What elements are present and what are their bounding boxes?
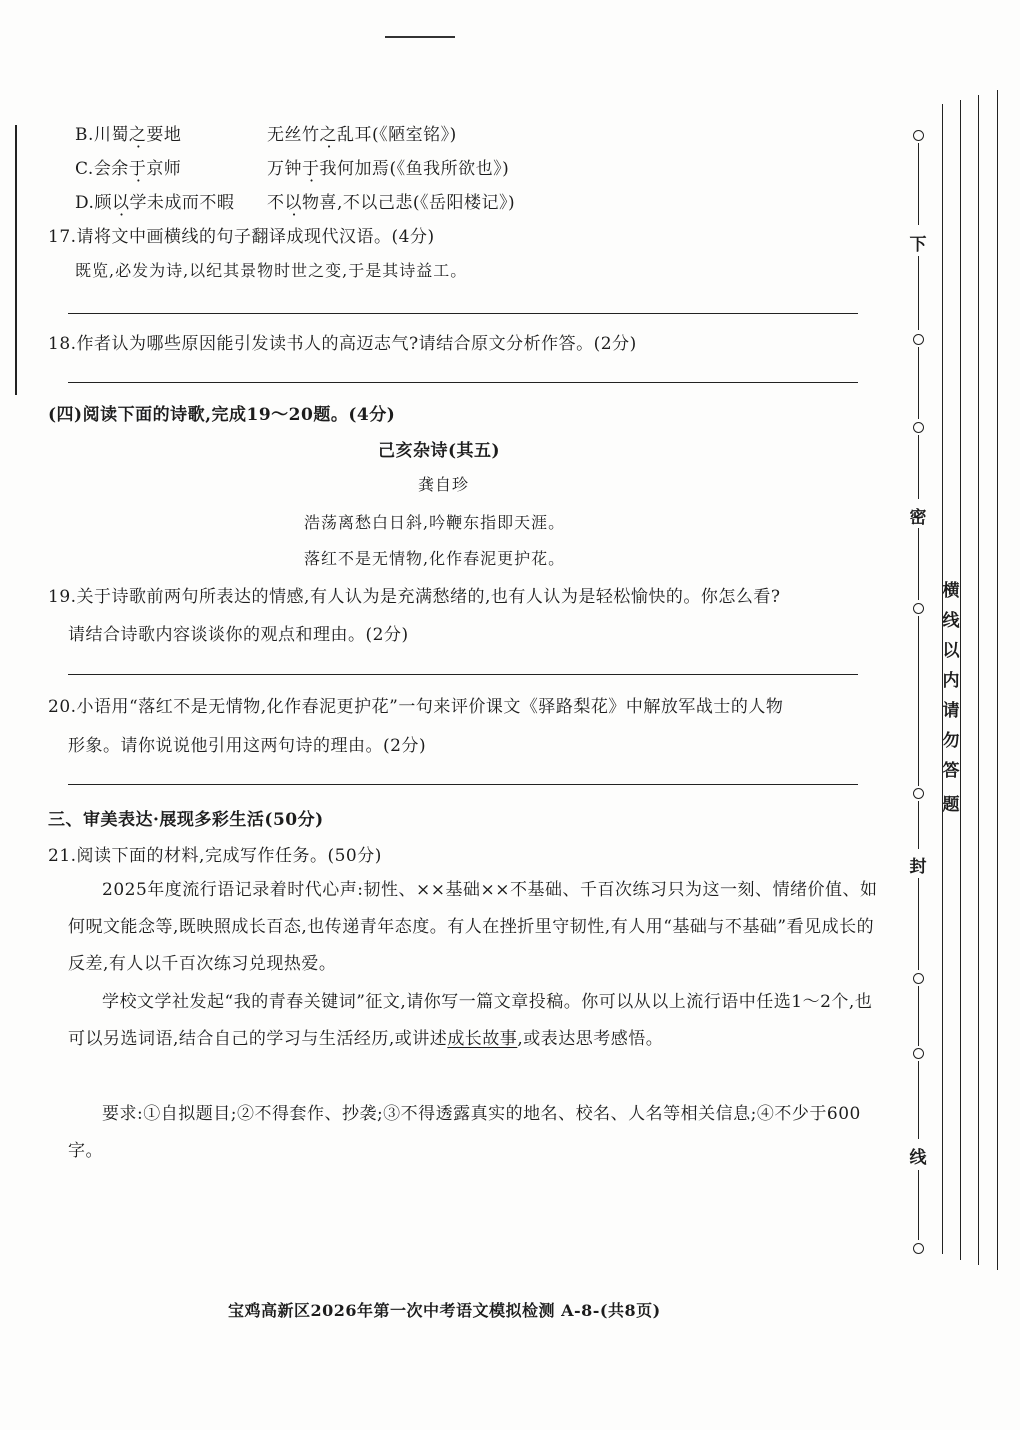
q19-answer-line — [68, 674, 858, 675]
binding-circle — [913, 422, 924, 433]
section3-heading: 三、审美表达·展现多彩生活(50分) — [48, 810, 324, 830]
binding-notice-char: 题 — [942, 795, 960, 815]
option-c: C.会余于京师 — [75, 159, 182, 179]
top-rule — [385, 36, 455, 38]
binding-notice-char: 请 — [942, 701, 960, 721]
binding-notice-char: 线 — [942, 611, 960, 631]
binding-line-3 — [978, 95, 979, 1265]
poem-title: 己亥杂诗(其五) — [378, 441, 501, 461]
q17-stem: 17.请将文中画横线的句子翻译成现代汉语。(4分) — [48, 227, 435, 247]
binding-seg — [918, 801, 919, 849]
poem-line-2: 落红不是无情物,化作春泥更护花。 — [304, 549, 566, 568]
binding-circle — [913, 603, 924, 614]
binding-seg — [918, 143, 919, 225]
option-b: B.川蜀之要地 — [75, 125, 182, 145]
binding-seg — [918, 616, 919, 786]
q21-task: 学校文学社发起“我的青春关键词”征文,请你写一篇文章投稿。你可以从以上流行语中任选1～2个,也可以另选词语,结合自己的学习与生活经历,或讲述成长故事,或表达思考感悟。 — [68, 992, 873, 1049]
q19-line-2: 请结合诗歌内容谈谈你的观点和理由。(2分) — [68, 625, 409, 645]
q21-task-underlined: 成长故事 — [447, 1029, 518, 1049]
q18-stem: 18.作者认为哪些原因能引发读书人的高迈志气?请结合原文分析作答。(2分) — [48, 334, 637, 354]
binding-seg — [918, 986, 919, 1046]
q17-sentence: 既览,必发为诗,以纪其景物时世之变,于是其诗益工。 — [75, 261, 468, 280]
q20-answer-line — [68, 784, 858, 785]
binding-notice-char: 以 — [942, 641, 960, 661]
q17-answer-line — [68, 313, 858, 314]
binding-seg — [918, 1061, 919, 1139]
binding-seg — [918, 435, 919, 499]
q19-line-1: 19.关于诗歌前两句所表达的情感,有人认为是充满愁绪的,也有人认为是轻松愉快的。你怎么看? — [48, 587, 781, 607]
poem-author: 龚自珍 — [418, 475, 470, 494]
binding-notice-char: 内 — [942, 671, 960, 691]
poem-line-1: 浩荡离愁白日斜,吟鞭东指即天涯。 — [304, 513, 566, 532]
binding-char-xian: 线 — [909, 1148, 927, 1168]
option-b-right: 无丝竹之乱耳(《陋室铭》) — [267, 125, 457, 145]
binding-char-mi: 密 — [909, 508, 927, 528]
q21-requirements: 要求:①自拟题目;②不得套作、抄袭;③不得透露真实的地名、校名、人名等相关信息;④不少于600字。 — [68, 1104, 861, 1161]
q21-material: 2025年度流行语记录着时代心声:韧性、××基础××不基础、千百次练习只为这一刻、情绪价值、如何呪文能念等,既映照成长百态,也传递青年态度。有人在挫折里守韧性,有人用“基础与不基础”看见成长的反差,有人以千百次练习兑现热爱。 — [68, 880, 878, 974]
q21-stem: 21.阅读下面的材料,完成写作任务。(50分) — [48, 846, 382, 866]
binding-notice-char: 答 — [942, 761, 960, 781]
binding-char-xia: 下 — [909, 235, 927, 255]
binding-line-4 — [997, 90, 998, 1270]
binding-notice-char: 横 — [942, 581, 960, 601]
option-c-right: 万钟于我何加焉(《鱼我所欲也》) — [267, 159, 510, 179]
q18-answer-line — [68, 382, 858, 383]
option-d: D.顾以学未成而不暇 — [75, 193, 235, 213]
binding-circle — [913, 973, 924, 984]
binding-seg — [918, 1170, 919, 1240]
q20-line-1: 20.小语用“落红不是无情物,化作春泥更护花”一句来评价课文《驿路梨花》中解放军战士的人物 — [48, 697, 784, 717]
binding-seg — [918, 347, 919, 419]
binding-seg — [918, 256, 919, 330]
left-margin-mark — [15, 125, 17, 395]
binding-circle — [913, 1048, 924, 1059]
binding-circle — [913, 788, 924, 799]
section4-heading: (四)阅读下面的诗歌,完成19～20题。(4分) — [48, 405, 396, 425]
binding-circle — [913, 1243, 924, 1254]
binding-seg — [918, 878, 919, 970]
page-footer: 宝鸡高新区2026年第一次中考语文模拟检测 A-8-(共8页) — [228, 1301, 661, 1320]
binding-notice-char: 勿 — [942, 731, 960, 751]
binding-circle — [913, 334, 924, 345]
binding-seg — [918, 528, 919, 600]
binding-char-feng: 封 — [909, 857, 927, 877]
binding-circle — [913, 130, 924, 141]
option-d-right: 不以物喜,不以己悲(《岳阳楼记》) — [267, 193, 516, 213]
q20-line-2: 形象。请你说说他引用这两句诗的理由。(2分) — [68, 736, 427, 756]
